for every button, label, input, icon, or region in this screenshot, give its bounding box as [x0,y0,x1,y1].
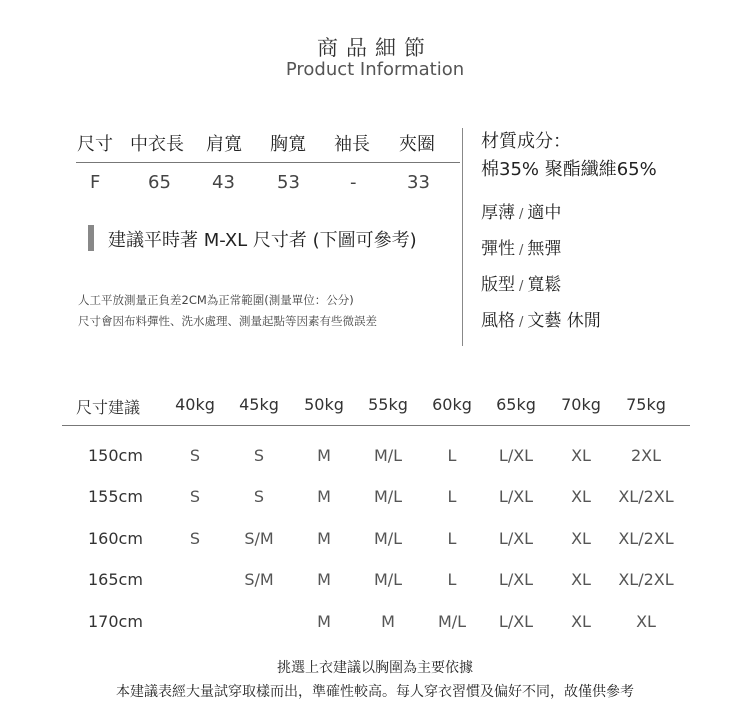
size-cell: L [447,446,457,465]
measure-header-length: 中衣長 [130,134,184,155]
size-cell: M [317,612,331,631]
column-divider [462,128,463,346]
slash-separator: / [519,243,524,258]
attribute-name: 彈性 [481,239,515,259]
footer-disclaimer: 本建議表經大量試穿取樣而出，準確性較高。每人穿衣習慣及偏好不同，故僅供參考 [116,684,634,700]
size-cell: L [447,529,457,548]
size-cell: L/XL [498,487,534,506]
size-cell: XL [571,529,591,548]
slash-separator: / [519,207,524,222]
size-cell: S [253,487,265,506]
measure-header-divider [76,162,460,163]
size-cell: M/L [437,612,467,631]
size-cell: L [447,487,457,506]
size-cell: S/M [244,529,274,548]
height-label: 155cm [88,487,143,506]
page-title: 商品細節 [317,36,433,60]
measure-header-sleeve: 袖長 [334,134,370,155]
size-cell: XL [571,487,591,506]
attribute-value: 寬鬆 [527,275,562,295]
size-cell: XL [571,612,591,631]
measure-value-shoulder: 43 [212,172,235,193]
size-cell: S [253,446,265,465]
attribute-fit [481,270,561,295]
size-cell: M [317,487,331,506]
size-cell: XL/2XL [618,570,674,589]
page-subtitle: Product Information [285,59,465,80]
size-cell: M [317,446,331,465]
weight-header: 75kg [626,395,666,414]
footer-note: 挑選上衣建議以胸圍為主要依據 [277,660,473,676]
measure-note: 尺寸會因布料彈性、洗水處理、測量起點等因素有些微誤差 [78,314,377,328]
size-recommendation: 建議平時著 M-XL 尺寸者 (下圖可參考) [108,230,417,251]
size-cell: M/L [373,529,403,548]
size-cell: M [317,529,331,548]
size-cell: XL [636,612,656,631]
weight-header: 65kg [496,395,536,414]
height-label: 160cm [88,529,143,548]
size-cell: S [189,446,201,465]
size-table-corner: 尺寸建議 [76,398,141,417]
attribute-value: 無彈 [527,239,562,259]
weight-header: 50kg [304,395,344,414]
height-label: 150cm [88,446,143,465]
size-cell: M/L [373,487,403,506]
size-cell: M/L [373,570,403,589]
weight-header: 45kg [239,395,279,414]
material-value: 棉35% 聚酯纖維65% [481,159,657,180]
measure-header-armhole: 夾圈 [399,134,435,155]
recommend-accent-bar [88,225,94,251]
height-label: 170cm [88,612,143,631]
size-cell: XL [571,446,591,465]
measure-note: 人工平放測量正負差2CM為正常範圍(測量單位：公分) [78,293,354,307]
size-cell: S [189,487,201,506]
size-cell: S [189,529,201,548]
measure-header-size: 尺寸 [77,134,113,155]
attribute-value: 文藝 休閒 [527,311,601,331]
measure-header-chest: 胸寬 [270,134,306,155]
attribute-style [481,306,601,331]
measure-value-size: F [90,172,101,193]
attribute-thickness [481,198,561,223]
size-cell: XL/2XL [618,487,674,506]
height-label: 165cm [88,570,143,589]
weight-header: 55kg [368,395,408,414]
size-cell: M [317,570,331,589]
attribute-name: 版型 [481,275,515,295]
measure-header-shoulder: 肩寬 [206,134,242,155]
size-cell: L/XL [498,529,534,548]
weight-header: 70kg [561,395,601,414]
attribute-value: 適中 [527,203,562,223]
size-cell: L/XL [498,570,534,589]
measure-value-chest: 53 [277,172,300,193]
size-cell: M/L [373,446,403,465]
size-cell: 2XL [630,446,662,465]
measure-value-length: 65 [148,172,171,193]
size-cell: XL [571,570,591,589]
slash-separator: / [519,279,524,294]
slash-separator: / [519,315,524,330]
size-cell: XL/2XL [618,529,674,548]
size-cell: M [381,612,395,631]
attribute-name: 厚薄 [481,203,515,223]
size-cell: L [447,570,457,589]
size-cell: L/XL [498,612,534,631]
attribute-name: 風格 [481,311,515,331]
size-cell: S/M [244,570,274,589]
material-label: 材質成分： [481,131,571,152]
weight-header: 40kg [175,395,215,414]
size-cell: L/XL [498,446,534,465]
weight-header: 60kg [432,395,472,414]
measure-value-armhole: 33 [407,172,430,193]
attribute-elasticity [481,234,561,259]
size-table-divider [62,425,690,426]
measure-value-sleeve: - [350,172,357,193]
